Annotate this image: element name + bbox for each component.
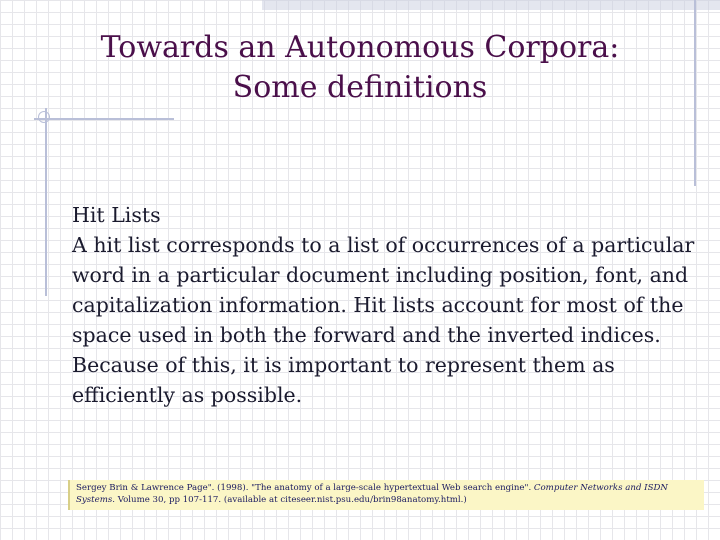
body-heading: Hit Lists	[72, 203, 161, 227]
right-decor-line	[694, 0, 696, 186]
slide-title-line-1: Towards an Autonomous Corpora:	[100, 30, 620, 65]
citation-journal: Computer Networks and ISDN Systems.	[76, 483, 668, 505]
top-decor-band	[262, 0, 720, 10]
left-decor-vertical-line	[45, 108, 47, 296]
body-paragraph: A hit list corresponds to a list of occurrences of a particular word in a particular document including position, font, and capitalization information. Hit lists account for most of the space used in both the forward and the inverted indices. Because of this, it is important to represent them as efficiently as possible.	[72, 233, 695, 407]
citation-authors: Sergey Brin & Lawrence Page". (1998). "The anatomy of a large-scale hypertextual Web search engine".	[76, 483, 534, 493]
slide-title-line-2: Some definitions	[232, 70, 488, 105]
citation-box	[68, 480, 704, 510]
slide-body	[72, 200, 712, 410]
decor-circle-icon	[38, 111, 50, 123]
citation-details: Volume 30, pp 107-117. (available at citeseer.nist.psu.edu/brin98anatomy.html.)	[114, 495, 467, 505]
left-decor-horizontal-line	[34, 118, 174, 120]
slide-title	[40, 28, 680, 108]
